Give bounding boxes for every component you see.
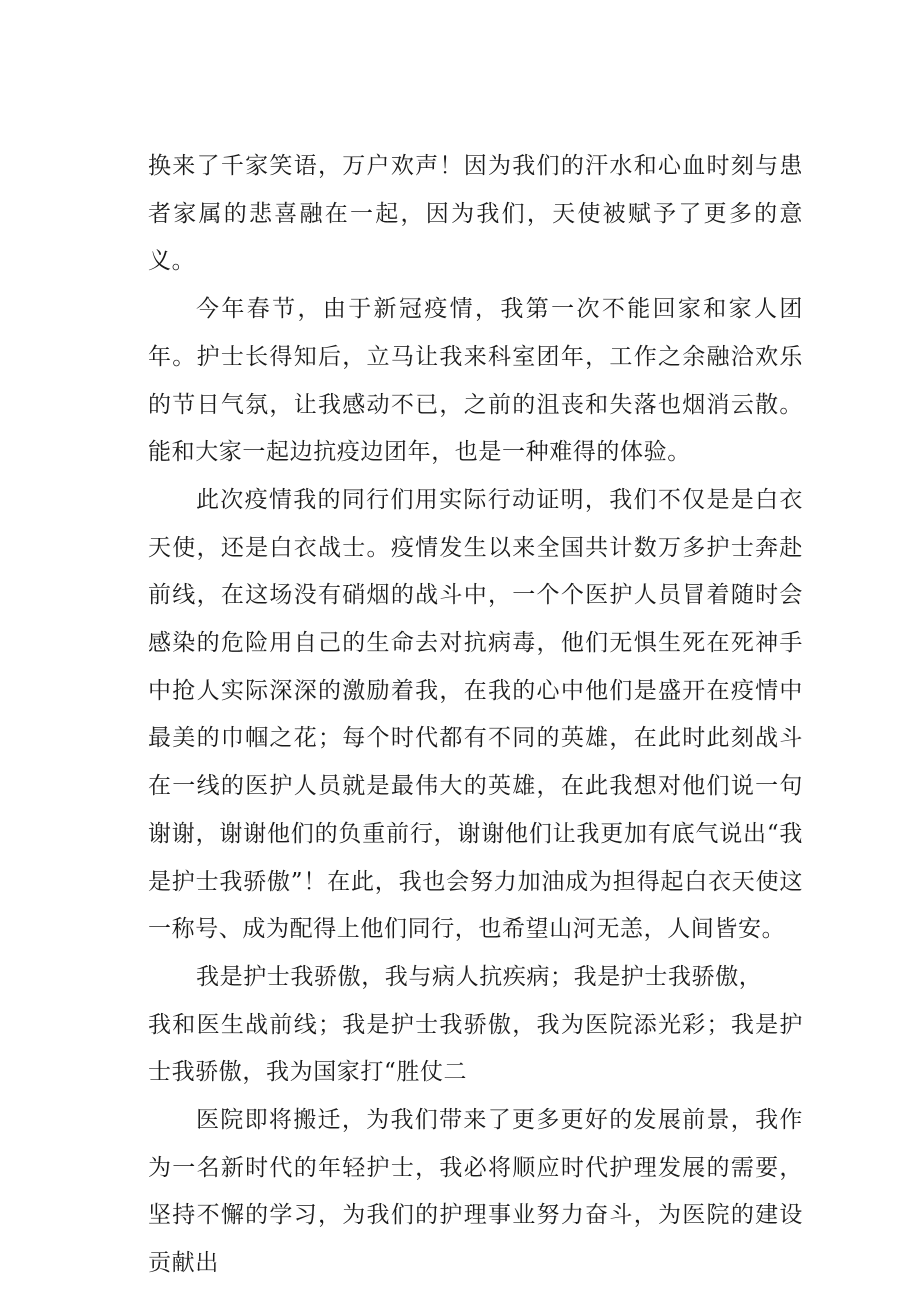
paragraph-hospital-relocation: 医院即将搬迁，为我们带来了更多更好的发展前景，我作为一名新时代的年轻护士，我必将顺应时代护理发展的需要，坚持不懈的学习，为我们的护理事业努力奋斗，为医院的建设贡献出 — [148, 1107, 803, 1277]
paragraph-epidemic: 此次疫情我的同行们用实际行动证明，我们不仅是是白衣天使，还是白衣战士。疫情发生以来全国共计数万多护士奔赴前线，在这场没有硝烟的战斗中，一个个医护人员冒着随时会感染的危险用自己的生命去对抗病毒，他们无惧生死在死神手中抢人实际深深的激励着我，在我的心中他们是盛开在疫情中最美的巾帼之花；每个时代都有不同的英雄，在此时此刻战斗在一线的医护人员就是最伟大的英雄，在此我想对他们说一句谢谢，谢谢他们的负重前行，谢谢他们让我更加有底气说出“我是护士我骄傲”！在此，我也会努力加油成为担得起白衣天使这一称号、成为配得上他们同行，也希望山河无恙，人间皆安。 — [148, 486, 803, 943]
paragraph-proud-nurse-line-2: 我和医生战前线；我是护士我骄傲，我为医院添光彩；我是护士我骄傲，我为国家打“胜仗二 — [148, 1011, 803, 1086]
document-body — [148, 143, 803, 1288]
paragraph-proud-nurse-line-1: 我是护士我骄傲，我与病人抗疾病；我是护士我骄傲， — [196, 963, 763, 990]
paragraph-continued: 换来了千家笑语，万户欢声！因为我们的汗水和心血时刻与患者家属的悲喜融在一起，因为我们，天使被赋予了更多的意义。 — [148, 153, 803, 275]
paragraph-spring-festival: 今年春节，由于新冠疫情，我第一次不能回家和家人团年。护士长得知后，立马让我来科室团年，工作之余融洽欢乐的节日气氛，让我感动不已，之前的沮丧和失落也烟消云散。能和大家一起边抗疫边团年，也是一种难得的体验。 — [148, 296, 803, 466]
